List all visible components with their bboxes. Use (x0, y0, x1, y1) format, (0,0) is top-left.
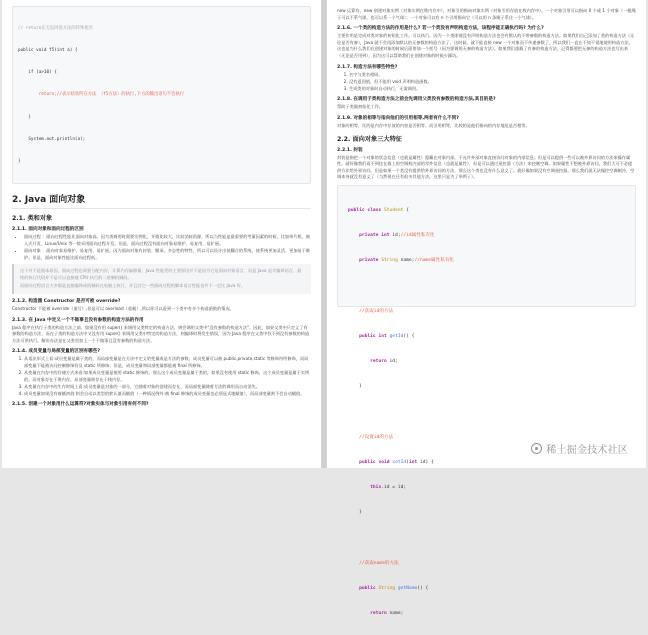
code-line: } (348, 510, 362, 516)
code-line: // return在无返回值方法的特殊使用 (18, 25, 93, 31)
topic-heading: 2.1.9. 对象的相等与指向他们的引用相等,两者有什么不同? (337, 115, 459, 121)
document-page-right (326, 0, 646, 617)
paragraph: 帮助子类做初始化工作。 (337, 104, 384, 110)
code-line: this.id = id; (370, 485, 407, 491)
topic-heading: 2.1.4. 成员变量与局部变量的区别有哪些? (12, 349, 100, 355)
code-line (348, 282, 625, 290)
paragraph: Java 程序在执行子类的构造方法之前，如果没有用 super() 来调用父类特定的构造方法，则会调用父类中"没有参数的构造方法"。因此，如果父类中只定义了有参数的构造方法，而在子类的构造方法中又没有用 super() 来调用父类中特定的构造方法，则编译时将发生错误，因为 Java 程序在父类中找不到没有参数的构造方法可供执行。解决办法是在父类里加上一个不做事且没有参数的构造方法。 (12, 324, 310, 343)
topic-heading: 2.1.2. 构造器 Constructor 是否可被 override? (12, 299, 121, 304)
quote-text: 这个并不是根本原因，面向过程也需要分配内存，计算内存偏移量，Java 性能差的主要原因并不是因为它是面向对象语言，而是 Java 是半编译语言，最终的执行代码并不是可以直接被 CPU 执行的二进制机械码。 (20, 268, 302, 280)
watermark-text: 稀土掘金技术社区 (546, 445, 628, 456)
code-line: public void setId(int id) { (359, 459, 434, 465)
juejin-logo-icon (531, 443, 542, 454)
subsection-heading: 2.2. 面向对象三大特征 (337, 135, 402, 143)
code-line: //获取id的方法 (348, 308, 394, 314)
paragraph: 主要作用是完成对类对象的初始化工作。可以执行。因为一个类即使没有声明构造方法也会有默认的不带参数的构造方法。如果我们自己添加了类的构造方法（无论是否有参），Java 就不会再添加默认的无参数的构造方法了，这时候，就不能直接 new 一个对象而不传递参数了，所以我们一直在不知不觉地使用构造方法，这也是为什么我们在创建对象的时候后面要加一个括号（因为要调用无参的构造方法）。如果我们重载了有参的构造方法，记得都要把无参的构造方法也写出来（无论是否用到），因为这可以帮助我们在创建对象的时候少踩坑。 (337, 33, 635, 58)
code-line: //设置id的方法 (348, 434, 394, 440)
list-item: • 面向过程 ：面向过程性能比面向对象高。因为类调用时需要实例化，开销比较大，比较消耗资源，所以当性能是最重要的考量因素的时候，比如单片机、嵌入式开发、Linux/Unix 等一般采用面向过程开发。但是，面向过程没有面向对象易维护、易复用、易扩展。 (24, 234, 311, 247)
code-line: return name; (370, 611, 404, 617)
quote-text: 而面向过程语言大多都是直接编译成机械码在电脑上执行，并且其它一些面向过程的脚本语言性能也并不一定比 Java 好。 (20, 283, 246, 289)
list-item: • 面向对象 ：面向对象易维护、易复用、易扩展。因为面向对象有封装、继承、多态性的特性，所以可以设计出低耦合的系统，使系统更加灵活、更加易于维护。但是，面向对象性能比面向过程低。 (24, 248, 311, 261)
topic-heading: 2.1.5. 创建一个对象用什么运算符?对象实体与对象引用有何不同? (12, 402, 149, 408)
code-line: System.out.println(a); (18, 136, 86, 142)
code-line: public void f5(int a) { (18, 48, 78, 54)
section-heading: 2. Java 面向对象 (12, 195, 86, 206)
subsection-heading: 2.1. 类和对象 (12, 215, 53, 223)
watermark (531, 441, 628, 456)
blockquote (12, 264, 311, 294)
paragraph: 封装是指把一个对象的状态信息（也就是属性）隐藏在对象内部，不允许外部对象直接访问对象的内部信息。但是可以提供一些可以被外界访问的方法来操作属性。就好像我们看不到挂在墙上的空调机内部的零件信息（也就是属性），但是可以通过遥控器（方法）来控制空调。如果属性不想被外界访问，我们大可不必提供方法给外界访问。但是如果一个类没有提供给外界访问的方法，那么这个类也没有什么意义了。就好像如果没有空调遥控器，那么我们就无法操控空调制冷，空调本身就没有意义了（当然现在还有很多其他方法，这里只是为了举例子）。 (337, 154, 635, 180)
code-line: public String getName() { (359, 585, 429, 591)
topic-heading: 2.1.1. 面向对象和面向过程的区别 (12, 227, 84, 233)
code-block-return (12, 6, 311, 184)
topic-heading: 2.1.8. 在调用子类构造方法之前会先调用父类没有参数的构造方法,其目的是? (337, 97, 496, 103)
code-line: } (18, 114, 31, 120)
topic-heading: 2.1.3. 在 Java 中定义一个不做事且没有参数的构造方法的作用 (12, 317, 144, 323)
code-line (348, 535, 625, 543)
topic-heading: 2.1.7. 构造方法有哪些特性? (337, 64, 398, 70)
list-item: 2. 从变量在内存中的存储方式来看:如果成员变量是使用 static 修饰的，那么这个成员变量是属于类的，如果没有使用 static 修饰，这个成员变量是属于实例的。而对象存在于堆内存，局部变量则存在于栈内存。 (24, 370, 311, 383)
bullet-list (12, 234, 311, 261)
list-item: 4. 成员变量如果没有被赋初值:则会自动以类型的默认值而赋值（一种情况例外:被 final 修饰的成员变量也必须显式地赋值），而局部变量则不会自动赋值。 (24, 391, 311, 398)
list-item: 1. 从语法形式上看:成员变量是属于类的，而局部变量是在方法中定义的变量或是方法的参数；成员变量可以被 public,private,static 等修饰符所修饰，而局部变量不能被访问控制修饰符及 static 所修饰；但是，成员变量和局部变量都能被 final 所修饰。 (24, 356, 311, 369)
list-item: 2. 没有返回值，但不能用 void 声明构造函数。 (349, 79, 636, 86)
paragraph: Constructor 不能被 override（重写）,但是可以 overload（重载）,所以你可以看到一个类中有多个构造函数的情况。 (12, 306, 234, 311)
list-item: 1. 名字与类名相同。 (349, 72, 636, 79)
divider (12, 208, 311, 209)
code-line: } (18, 159, 21, 165)
code-line: //获取name的方法 (348, 560, 399, 566)
code-line: private int id;//id属性私有化 (359, 232, 435, 238)
code-line: return id; (370, 359, 398, 365)
list-item: 3. 从变量在内存中的生存时间上看:成员变量是对象的一部分，它随着对象的创建而存在，而局部变量随着方法的调用而自动消失。 (24, 384, 311, 391)
topic-heading: 2.2.1. 封装 (337, 147, 363, 153)
paragraph: new 运算符，new 创建对象实例（对象实例在堆内存中），对象引用指向对象实例（对象引用存放在栈内存中）。一个对象引用可以指向 0 个或 1 个对象（一根绳子可以不系气球，也可以系一个气球）；一个对象可以有 n 个引用指向它（可以用 n 条绳子系住一个气球）。 (337, 8, 636, 20)
list-item: 3. 生成类的对象时自动执行，无需调用。 (349, 86, 636, 93)
code-line: private String name;//name属性私有化 (359, 258, 455, 264)
code-line: public int getId() { (359, 333, 415, 339)
code-line: } (348, 384, 362, 390)
paragraph: 对象的相等，比的是内存中存放的内容是否相等。而引用相等，比较的是他们指向的内存地址是否相等。 (337, 122, 530, 128)
topic-heading: 2.1.6. 一个类的构造方法的作用是什么? 若一个类没有声明构造方法，该程序能正确执行吗? 为什么? (337, 26, 544, 32)
code-line (348, 408, 625, 416)
numbered-list (12, 356, 311, 397)
code-line: public class Student { (348, 207, 409, 213)
numbered-list (337, 72, 636, 93)
code-line: return;//表示结束所在方法 （f5方法）的执行,下方的输出语句不会执行 (18, 92, 185, 98)
document-page-left (2, 0, 322, 468)
code-line: if (a>10) { (18, 70, 57, 76)
